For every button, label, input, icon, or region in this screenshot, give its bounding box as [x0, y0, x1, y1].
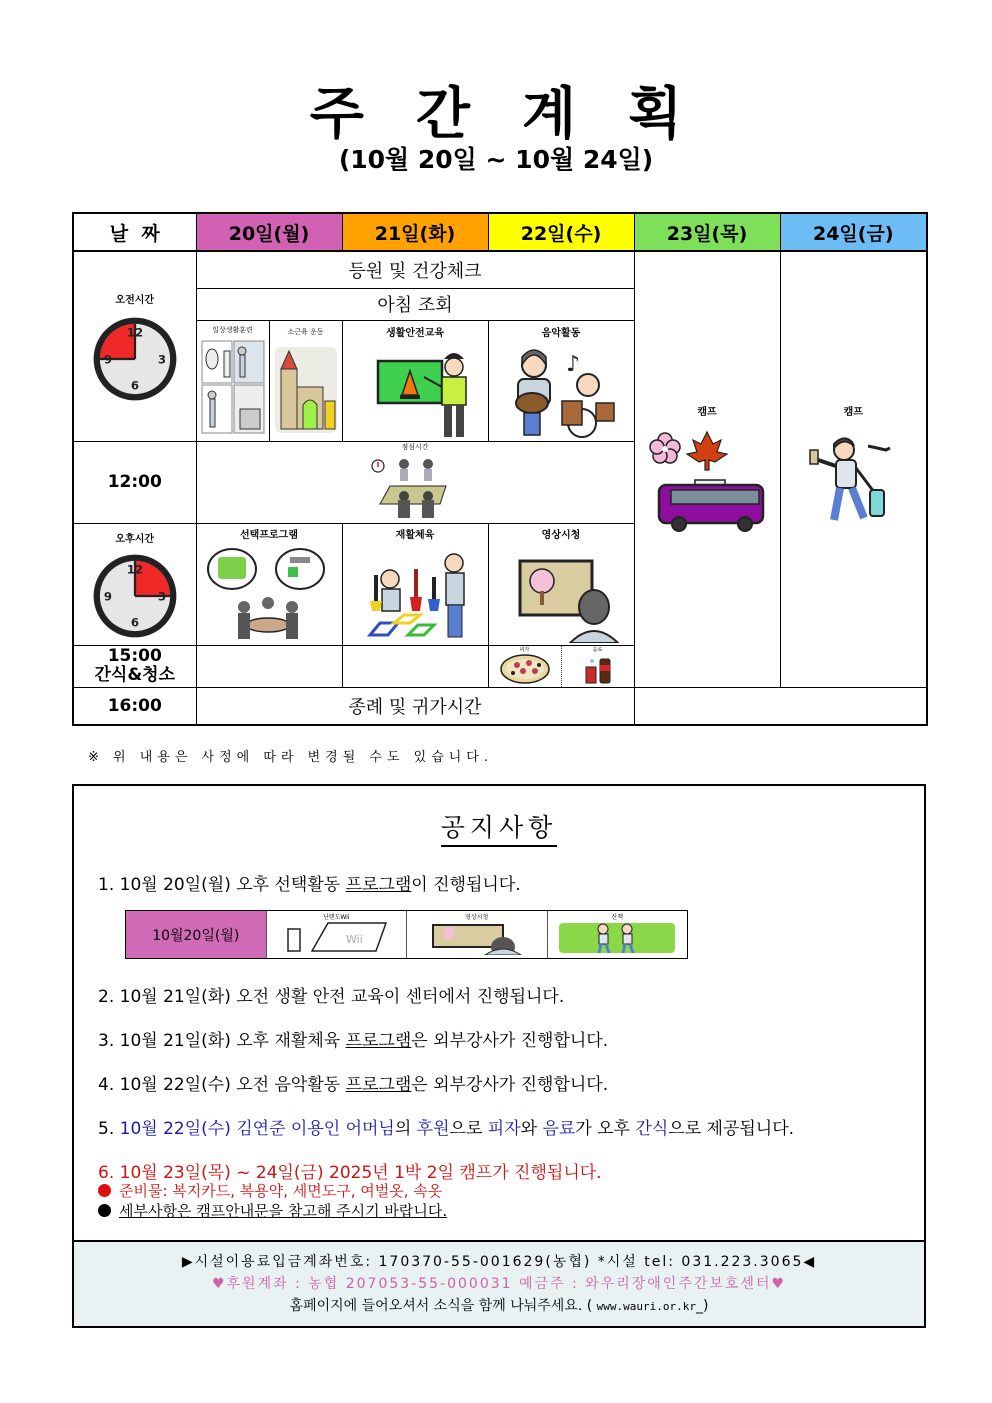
svg-text:3: 3	[157, 352, 166, 367]
music-activity-cell	[488, 320, 634, 441]
pizza-icon	[499, 653, 551, 685]
fri-camp-label: 캠프	[843, 407, 863, 419]
choice-program-icon	[204, 543, 334, 643]
notice-item-5: 5. 10월 22일(수) 김연준 이용인 어머님의 후원으로 피자와 음료가 오후 간식으로 제공됩니다.	[98, 1119, 795, 1139]
snack-mon-cell	[196, 645, 342, 687]
header-fri: 24일(금)	[780, 213, 927, 251]
svg-text:12: 12	[126, 325, 143, 340]
svg-text:9: 9	[103, 352, 112, 367]
video-watching-cell	[488, 523, 634, 645]
safety-education-label: 생활안전교육	[386, 327, 444, 339]
notice-item-2: 2. 10월 21일(화) 오전 생활 안전 교육이 센터에서 진행됩니다.	[98, 987, 565, 1007]
snack-label: 간식&청소	[94, 665, 175, 685]
fine-motor-cell	[269, 320, 342, 441]
fine-motor-label: 소근육 운동	[287, 327, 324, 336]
facility-fee-account: ▶시설이용료입금계좌번호: 170370-55-001629(농협) *시설 tel: 031.223.3065◀	[181, 1254, 817, 1270]
rehab-sports-label: 재활체육	[395, 529, 435, 541]
footer-info	[74, 1240, 924, 1326]
choice-program-strip	[125, 910, 688, 959]
afternoon-time-cell	[73, 523, 196, 645]
morning-time-cell	[73, 251, 196, 441]
svg-text:Wii: Wii	[346, 932, 363, 946]
homepage-invite: 홈페이지에 들어오셔서 소식을 함께 나눠주세요. ( www.wauri.or.kr_)	[289, 1298, 709, 1314]
snack-tue-cell	[342, 645, 488, 687]
red-bullet-icon	[98, 1184, 111, 1197]
tv-watching-icon	[496, 543, 626, 643]
notice-item-6: 6. 10월 23일(목) ~ 24일(금) 2025년 1박 2일 캠프가 진행됩니다.	[98, 1163, 602, 1183]
header-tue: 21일(화)	[342, 213, 488, 251]
snack-wed-cell	[488, 645, 634, 687]
lunch-cell	[196, 441, 634, 523]
notice-box	[72, 784, 926, 1328]
closing-time: 16:00	[73, 687, 196, 725]
header-mon: 20일(월)	[196, 213, 342, 251]
choice-program-cell	[196, 523, 342, 645]
notice-item-3: 3. 10월 21일(화) 오후 재활체육 프로그램은 외부강사가 진행합니다.	[98, 1031, 609, 1051]
pizza-label: 피자	[519, 646, 530, 653]
snack-time-cell	[73, 645, 196, 687]
strip-card-wii: 닌텐도Wii Wii	[267, 911, 408, 958]
music-instruments-icon	[496, 341, 626, 441]
date-range: (10월 20일 ~ 10월 24일)	[338, 145, 654, 174]
camp-supplies: 준비물: 복지카드, 복용약, 세면도구, 여벌옷, 속옷	[98, 1180, 442, 1201]
page-title: 주간계획	[309, 82, 735, 147]
lunch-time: 12:00	[73, 441, 196, 523]
svg-text:6: 6	[130, 615, 139, 630]
change-notice: ※ 위 내용은 사정에 따라 변경될 수도 있습니다.	[88, 750, 493, 765]
camp-details: 세부사항은 캠프안내문을 참고해 주시기 바랍니다.	[98, 1200, 447, 1221]
daily-living-label: 일상생활훈련	[212, 325, 253, 334]
rehab-sports-cell	[342, 523, 488, 645]
homepage-link[interactable]: www.wauri.or.kr	[596, 1300, 696, 1313]
svg-text:12: 12	[126, 562, 143, 577]
music-activity-label: 음악활동	[541, 327, 581, 339]
strip-card-walk: 산책	[548, 911, 688, 958]
morning-assembly: 아침 조회	[196, 288, 634, 320]
header-date: 날 짜	[73, 213, 196, 251]
lunch-table-icon	[370, 452, 460, 522]
morning-label: 오전시간	[115, 295, 155, 307]
weekly-schedule-table	[72, 212, 928, 726]
daily-living-training-cell	[196, 320, 269, 441]
black-bullet-icon	[98, 1204, 111, 1217]
strip-card-video: 영상시청	[407, 911, 548, 958]
video-watching-label: 영상시청	[541, 529, 581, 541]
clock-9-to-12-icon	[90, 314, 180, 404]
afternoon-label: 오후시간	[115, 534, 155, 545]
traveler-luggage-icon	[798, 428, 908, 538]
notice-item-4: 4. 10월 22일(수) 오전 음악활동 프로그램은 외부강사가 진행합니다.	[98, 1075, 609, 1095]
arrival-health-check: 등원 및 건강체크	[196, 251, 634, 288]
lunch-label: 점심시간	[401, 443, 429, 451]
drink-icon	[578, 653, 618, 685]
camp-bus-icon	[647, 428, 767, 538]
svg-text:3: 3	[157, 589, 166, 604]
svg-text:9: 9	[103, 589, 112, 604]
thu-camp-cell	[634, 251, 780, 687]
thu-camp-label: 캠프	[697, 407, 717, 419]
daily-living-icon	[200, 337, 266, 437]
notice-item-1: 1. 10월 20일(월) 오후 선택활동 프로그램이 진행됩니다.	[98, 875, 521, 895]
rehab-sports-icon	[350, 543, 480, 643]
snack-time: 15:00	[107, 646, 162, 666]
notice-title: 공지사항	[74, 808, 924, 844]
donation-account: ♥후원계좌 : 농협 207053-55-000031 예금주 : 와우리장애인주간보호센터♥	[211, 1276, 787, 1292]
svg-text:6: 6	[130, 378, 139, 393]
choice-program-label: 선택프로그램	[240, 529, 298, 541]
svg-text:♪: ♪	[566, 351, 581, 377]
closing-dismissal: 종례 및 귀가시간	[196, 687, 634, 725]
safety-officer-icon	[350, 341, 480, 441]
clock-12-to-3-icon	[90, 551, 180, 641]
strip-date: 10월20일(월)	[126, 911, 267, 958]
header-thu: 23일(목)	[634, 213, 780, 251]
safety-education-cell	[342, 320, 488, 441]
fri-camp-cell	[780, 251, 927, 687]
drink-label: 음료	[592, 646, 603, 653]
header-wed: 22일(수)	[488, 213, 634, 251]
block-castle-icon	[273, 339, 339, 435]
